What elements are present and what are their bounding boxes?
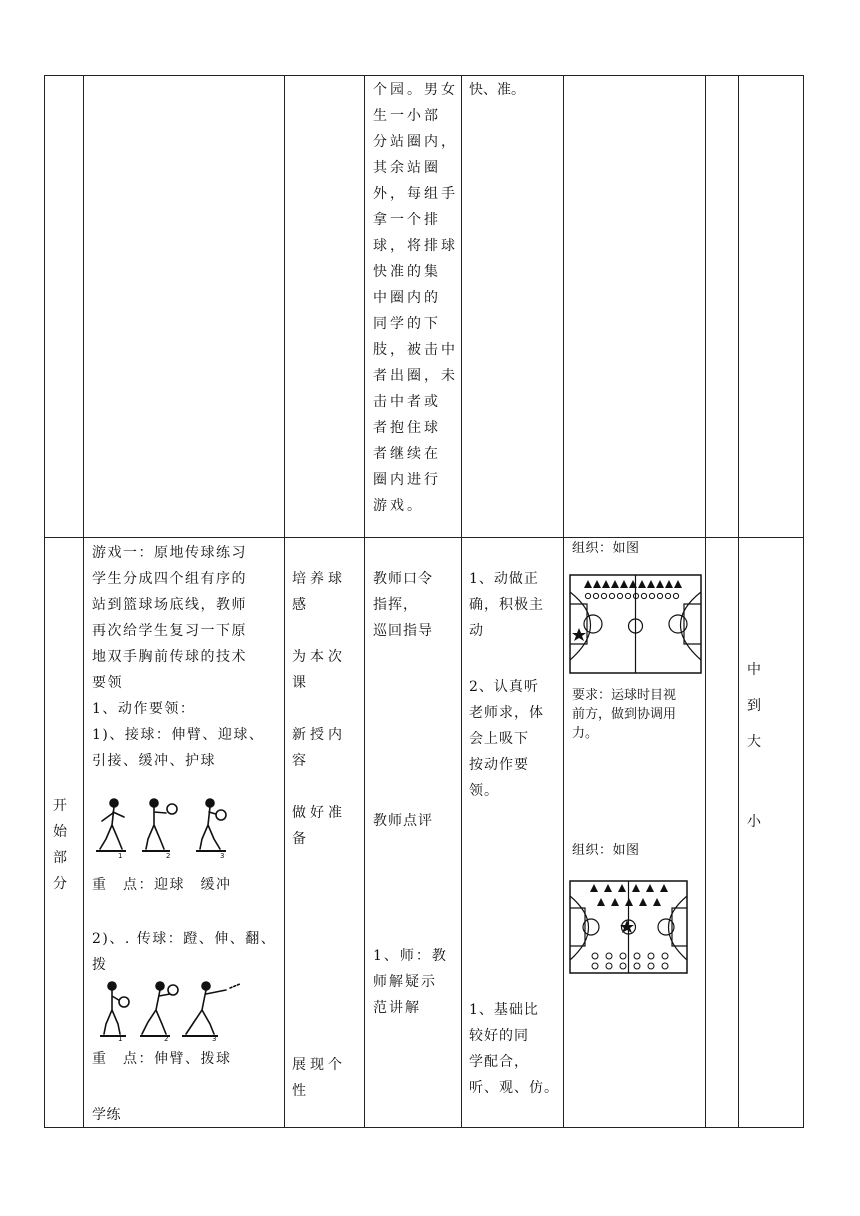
- table-top-border: [44, 75, 804, 76]
- student-text-2: 2、认真听 老师求，体 会上吸下 按动作要 领。: [469, 679, 544, 799]
- key-point-1: 重 点：迎球 缓冲: [92, 877, 232, 893]
- court-diagram-1: [569, 574, 702, 674]
- col-line-0: [44, 75, 45, 1128]
- section-label: 开 始 部 分: [53, 798, 67, 892]
- svg-text:1: 1: [118, 1035, 123, 1042]
- col-line-3: [364, 75, 365, 1128]
- teacher-text-2: 教师点评: [373, 813, 433, 829]
- student-text-3: 1、基础比 较好的同 学配合， 听、观、仿。: [469, 1002, 559, 1096]
- col-line-1: [83, 75, 84, 1128]
- requirement-text: 要求：运球时目视 前方，做到协调用 力。: [572, 688, 677, 741]
- svg-text:1: 1: [118, 852, 123, 860]
- goals-text: 培养球 感 为本次 课 新授内 容 做好准 备: [292, 571, 346, 847]
- svg-text:2: 2: [166, 852, 171, 860]
- svg-text:3: 3: [220, 852, 225, 860]
- content-text-2: 2)、. 传球：蹬、伸、翻、 拨: [92, 931, 277, 973]
- intensity-text: 中 到 大 小: [747, 662, 761, 830]
- col-line-6: [705, 75, 706, 1128]
- col-line-4: [461, 75, 462, 1128]
- table-bottom-border: [44, 1127, 804, 1128]
- org-label-1: 组织：如图: [572, 541, 640, 556]
- student-text-1: 1、动做正 确，积极主 动: [469, 571, 544, 639]
- court-diagram-2: [569, 880, 688, 974]
- svg-text:3: 3: [212, 1035, 217, 1042]
- key-point-2: 重 点：伸臂、拨球: [92, 1051, 232, 1067]
- teacher-text-1: 教师口令 指挥， 巡回指导: [373, 571, 433, 639]
- goals-text-last: 展现个 性: [292, 1057, 346, 1099]
- col-line-5: [563, 75, 564, 1128]
- content-tail: 学练: [92, 1107, 121, 1123]
- col-line-7: [738, 75, 739, 1128]
- org-label-2: 组织：如图: [572, 843, 640, 858]
- top-method-text: 个园。男女 生一小部 分站圈内， 其余站圈 外，每组手 拿一个排 球，将排球 快准的集 中圈内的 同学的下 肢，被击中 者出圈，未 击中者或 者抱住球 者继续在 圈内进行 游戏。: [373, 82, 458, 514]
- row-divider: [44, 537, 804, 538]
- content-text-1: 游戏一：原地传球练习 学生分成四个组有序的 站到篮球场底线，教师 再次给学生复习一下原 地双手胸前传球的技术 要领 1、动作要领： 1)、接球：伸臂、迎球、 引接、缓冲、护球: [92, 545, 265, 769]
- col-line-8: [803, 75, 804, 1128]
- col-line-2: [284, 75, 285, 1128]
- catch-figure-illustration: [92, 795, 242, 860]
- teacher-text-3: 1、师：教 师解疑示 范讲解: [373, 948, 448, 1016]
- pass-figure-illustration: [98, 978, 248, 1042]
- svg-text:2: 2: [164, 1035, 169, 1042]
- top-requirement-text: 快、准。: [469, 82, 525, 98]
